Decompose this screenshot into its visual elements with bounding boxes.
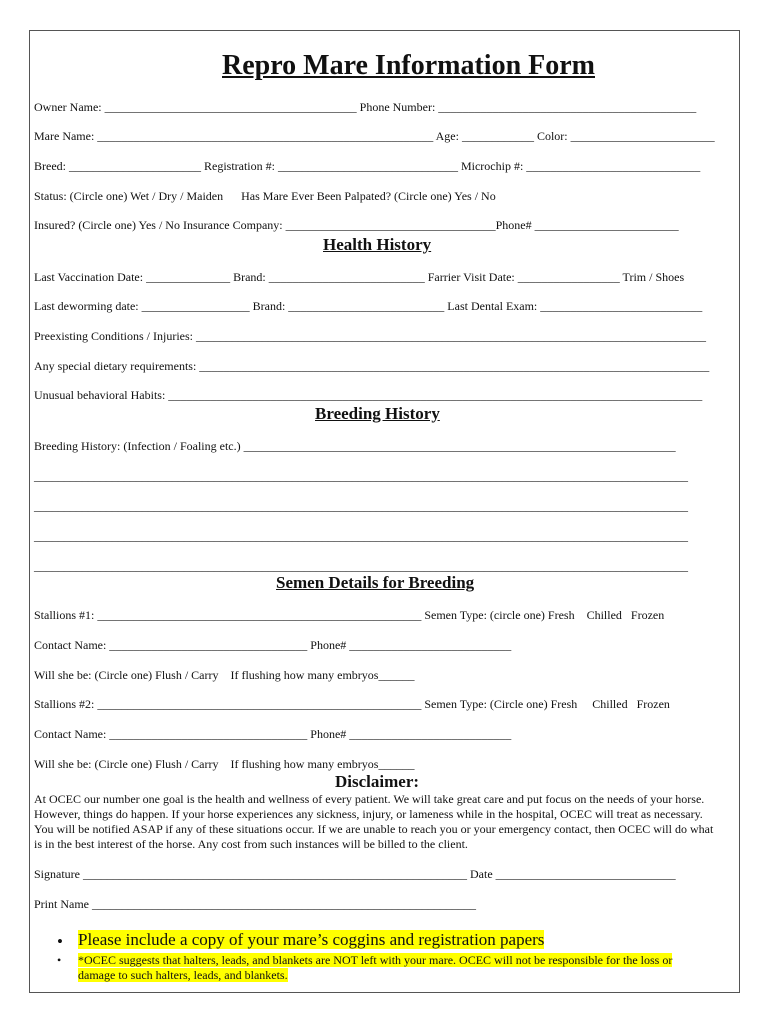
flush-carry-2-line[interactable]: Will she be: (Circle one) Flush / Carry If flushing how many embryos______ (34, 757, 415, 771)
print-name-line[interactable]: Print Name ________________________________________________________________ (34, 897, 476, 911)
contact-2-line[interactable]: Contact Name: _________________________________ Phone# ___________________________ (34, 727, 512, 741)
halters-note (78, 953, 708, 983)
flush-carry-1-line[interactable]: Will she be: (Circle one) Flush / Carry If flushing how many embryos______ (34, 668, 415, 682)
semen-details-heading: Semen Details for Breeding (276, 573, 475, 592)
stallion-1-line[interactable]: Stallions #1: ______________________________________________________ Semen Type: (circle one) Fresh Chilled Frozen (34, 608, 665, 622)
breeding-blank-line[interactable]: _____________________________________________________________________________________________________________ (34, 499, 688, 513)
preexisting-line[interactable]: Preexisting Conditions / Injuries: _____________________________________________________________________________________ (34, 329, 706, 343)
stallion-2-line[interactable]: Stallions #2: ______________________________________________________ Semen Type: (Circle one) Fresh Chilled Frozen (34, 697, 670, 711)
bullet-icon: • (57, 953, 62, 967)
breeding-history-line[interactable]: Breeding History: (Infection / Foaling etc.) ________________________________________________________________________ (34, 439, 676, 453)
breeding-history-heading: Breeding History (315, 404, 440, 423)
status-line[interactable]: Status: (Circle one) Wet / Dry / Maiden Has Mare Ever Been Palpated? (Circle one) Yes / No (34, 189, 496, 203)
coggins-note (78, 930, 544, 950)
breed-line[interactable]: Breed: ______________________ Registration #: ______________________________ Microchip #: _____________________________ (34, 159, 701, 173)
vaccination-line[interactable]: Last Vaccination Date: ______________ Brand: __________________________ Farrier Visit Date: _________________ Trim / Shoes (34, 270, 685, 284)
bullet-icon: • (57, 932, 63, 951)
page-title: Repro Mare Information Form (222, 50, 595, 81)
health-history-heading: Health History (323, 235, 432, 254)
breeding-blank-line[interactable]: _____________________________________________________________________________________________________________ (34, 529, 688, 543)
deworming-line[interactable]: Last deworming date: __________________ Brand: __________________________ Last Dental Exam: ___________________________ (34, 299, 703, 313)
insured-line[interactable]: Insured? (Circle one) Yes / No Insurance Company: ___________________________________Phone# ________________________ (34, 218, 679, 232)
dietary-line[interactable]: Any special dietary requirements: _____________________________________________________________________________________ (34, 359, 710, 373)
disclaimer-heading: Disclaimer: (335, 772, 420, 791)
breeding-blank-line[interactable]: _____________________________________________________________________________________________________________ (34, 559, 688, 573)
contact-1-line[interactable]: Contact Name: _________________________________ Phone# ___________________________ (34, 638, 512, 652)
halters-note-text: *OCEC suggests that halters, leads, and blankets are NOT left with your mare. OCEC will not be responsible for the loss or damage to such halters, leads, and blankets. (78, 953, 673, 982)
disclaimer-text: At OCEC our number one goal is the health and wellness of every patient. We will take great care and put focus on the needs of your horse. However, things do happen. If your horse experiences any sickness, injury, or lameness while in the hospital, OCEC will treat as necessary. You will be notified ASAP if any of these situations occur. If we are unable to reach you or your emergency contact, then OCEC will do what is in the best interest of the horse. Any cost from such instances will be billed to the client. (34, 792, 714, 851)
mare-name-line[interactable]: Mare Name: ________________________________________________________ Age: ____________ Color: ________________________ (34, 129, 715, 143)
coggins-note-text: Please include a copy of your mare’s coggins and registration papers (78, 930, 545, 949)
behavioral-line[interactable]: Unusual behavioral Habits: _________________________________________________________________________________________ (34, 388, 703, 402)
signature-line[interactable]: Signature ________________________________________________________________ Date ______________________________ (34, 867, 676, 881)
breeding-blank-line[interactable]: _____________________________________________________________________________________________________________ (34, 469, 688, 483)
owner-name-line[interactable]: Owner Name: __________________________________________ Phone Number: ___________________________________________ (34, 100, 697, 114)
